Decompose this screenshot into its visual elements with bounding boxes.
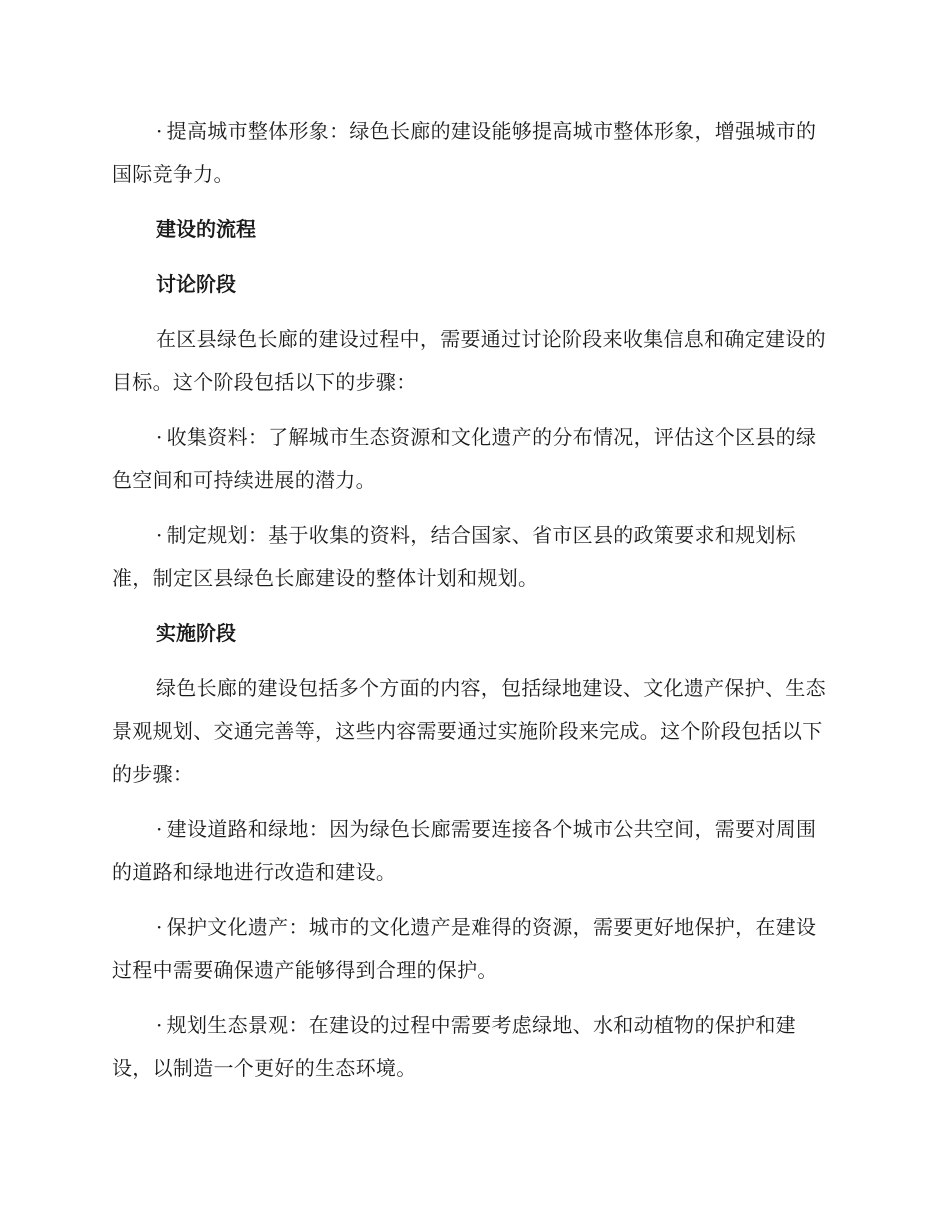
spacer — [112, 796, 830, 808]
paragraph-implementation-intro: 绿色长廊的建设包括多个方面的内容，包括绿地建设、文化遗产保护、生态景观规划、交通完善等，这些内容需要通过实施阶段来完成。这个阶段包括以下的步骤： — [112, 676, 826, 786]
spacer — [112, 600, 830, 612]
bullet-paragraph-make-plan: · 制定规划：基于收集的资料，结合国家、省市区县的政策要求和规划标准，制定区县绿色长廊建设的整体计划和规划。 — [112, 514, 830, 600]
spacer — [112, 992, 830, 1004]
section-heading-implementation: 实施阶段 — [156, 621, 236, 645]
section-heading-discussion: 讨论阶段 — [156, 272, 236, 296]
section-heading-process: 建设的流程 — [156, 217, 256, 241]
bullet-paragraph-collect-data: · 收集资料：了解城市生态资源和文化遗产的分布情况，评估这个区县的绿色空间和可持续进展的潜力。 — [112, 416, 830, 502]
bullet-paragraph-roads-green: · 建设道路和绿地：因为绿色长廊需要连接各个城市公共空间，需要对周围的道路和绿地进行改造和建设。 — [112, 808, 830, 894]
spacer — [112, 251, 830, 263]
spacer — [112, 196, 830, 208]
spacer — [112, 894, 830, 906]
paragraph-discussion-intro: 在区县绿色长廊的建设过程中，需要通过讨论阶段来收集信息和确定建设的目标。这个阶段包括以下的步骤： — [112, 327, 826, 394]
spacer — [112, 404, 830, 416]
spacer — [112, 306, 830, 318]
spacer — [112, 502, 830, 514]
spacer — [112, 655, 830, 667]
bullet-paragraph-heritage: · 保护文化遗产：城市的文化遗产是难得的资源，需要更好地保护，在建设过程中需要确保遗产能够得到合理的保护。 — [112, 906, 830, 992]
bullet-paragraph-eco-landscape: · 规划生态景观：在建设的过程中需要考虑绿地、水和动植物的保护和建设，以制造一个更好的生态环境。 — [112, 1004, 830, 1090]
bullet-paragraph-city-image: · 提高城市整体形象：绿色长廊的建设能够提高城市整体形象，增强城市的国际竞争力。 — [112, 110, 830, 196]
